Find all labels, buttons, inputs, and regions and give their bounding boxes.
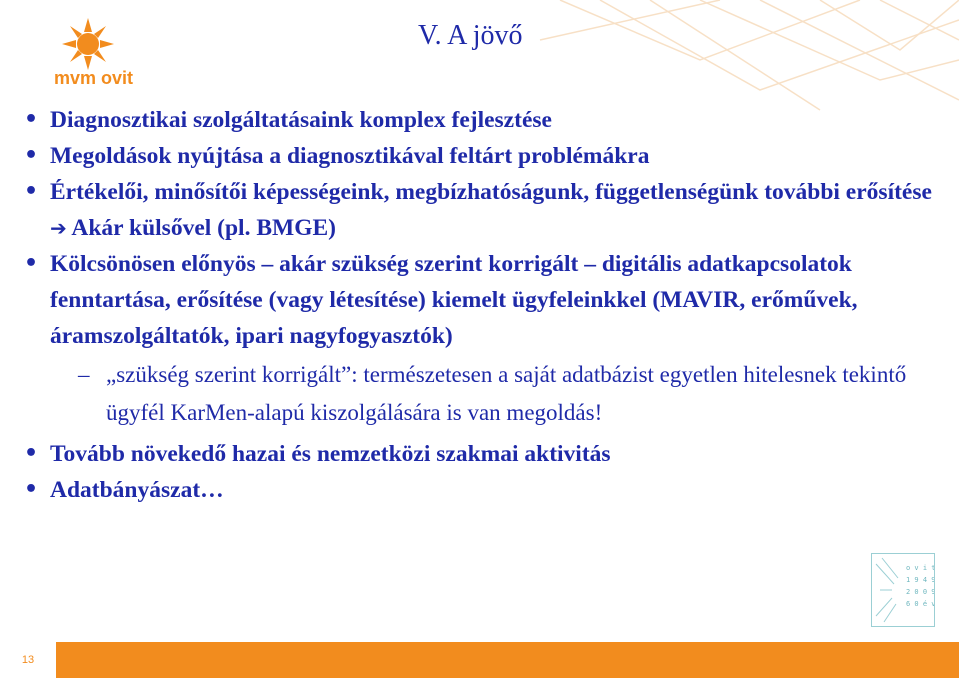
- bullet-text: Kölcsönösen előnyös – akár szükség szerint korrigált – digitális adatkapcsolatok fenntartása, erősítése (vagy létesítése) kiemelt ügyfeleinkkel (MAVIR, erőművek, áramszolgáltatók, ipari nagyfogyasztók): [50, 251, 858, 349]
- bullet-text: Értékelői, minősítői képességeink, megbízhatóságunk, függetlenségünk további erősítése: [50, 179, 932, 205]
- bullet-dot-icon: •: [24, 179, 39, 204]
- svg-text:mvm ovit: mvm ovit: [54, 68, 134, 88]
- footer-bar: [0, 642, 959, 678]
- svg-text:6 0 é v: 6 0 é v: [906, 600, 934, 608]
- svg-text:o v i t: o v i t: [906, 564, 934, 572]
- sub-bullet-item: [22, 356, 952, 432]
- bullet-text-after-arrow: Akár külsővel (pl. BMGE): [66, 215, 336, 241]
- slide-title: V. A jövő: [418, 20, 523, 51]
- svg-text:1 9 4 9: 1 9 4 9: [906, 576, 934, 584]
- bullet-text: Tovább növekedő hazai és nemzetközi szakmai aktivitás: [50, 441, 611, 467]
- bullet-item: [22, 472, 952, 508]
- bullet-item: [22, 138, 952, 174]
- sun-logo-icon: [40, 18, 180, 98]
- company-logo: [40, 18, 180, 98]
- bullet-dot-icon: •: [24, 251, 39, 276]
- ovit-anniversary-icon: [872, 554, 934, 626]
- bullet-item: [22, 174, 952, 246]
- bullet-item: [22, 102, 952, 138]
- bullet-dot-icon: •: [24, 441, 39, 466]
- svg-text:2 0 0 9: 2 0 0 9: [906, 588, 934, 596]
- dash-icon: –: [78, 362, 90, 387]
- right-arrow-icon: ➔: [50, 216, 67, 240]
- bullet-dot-icon: •: [24, 477, 39, 502]
- bullet-text: Adatbányászat…: [50, 477, 224, 503]
- bullet-item: [22, 246, 952, 354]
- bullet-item: [22, 436, 952, 472]
- page-number: 13: [0, 642, 56, 678]
- anniversary-stamp: [871, 553, 935, 627]
- bullet-list: [22, 102, 952, 508]
- bullet-dot-icon: •: [24, 143, 39, 168]
- bullet-text: Megoldások nyújtása a diagnosztikával feltárt problémákra: [50, 143, 650, 169]
- bullet-dot-icon: •: [24, 107, 39, 132]
- bullet-text: Diagnosztikai szolgáltatásaink komplex fejlesztése: [50, 107, 552, 133]
- sub-bullet-text: „szükség szerint korrigált”: természetesen a saját adatbázist egyetlen hitelesnek tekintő ügyfél KarMen-alapú kiszolgálására is van megoldás!: [106, 362, 907, 425]
